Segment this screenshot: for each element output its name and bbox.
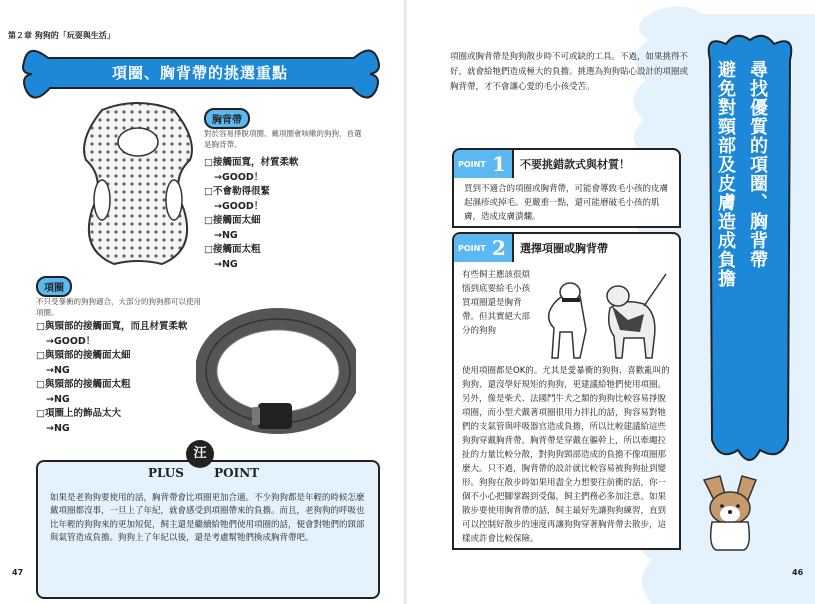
collar-desc: 不只受暴衝的狗狗適合，大部分的狗狗都可以使用項圈。 <box>36 297 201 317</box>
collar-check-result: →NG <box>46 364 70 376</box>
harness-check-item: □接觸面寬，材質柔軟 <box>204 157 299 168</box>
harness-check-item: □接觸面太細 <box>204 215 261 226</box>
point2-bar <box>452 232 681 264</box>
plus-point-label <box>148 466 259 480</box>
point1-body <box>452 178 681 228</box>
collar-header: 項圈 <box>36 276 72 297</box>
point2-word: POINT <box>458 244 486 253</box>
harness-check-result: →NG <box>214 258 238 270</box>
vertical-title-2: 避免對頸部及皮膚造成負擔 <box>715 60 736 288</box>
harness-check-result: →NG <box>214 229 238 241</box>
harness-check-result: →GOOD！ <box>214 171 264 183</box>
page-title: 項圈、胸背帶的挑選重點 <box>111 64 288 82</box>
point2-title: 選擇項圈或胸背帶 <box>520 242 608 255</box>
plus-point-text: 如果是老狗狗要使用的話，胸背帶會比項圈更加合適。不少狗狗都是年輕的時候怎麼戴項圈都沒事，一旦上了年紀，就會感受到項圈帶來的負擔。而且，老狗狗的呼吸也比年輕的狗狗來的更加短促，飼主還是繼續給牠們使用項圈的話，便會對牠們的頸部與氣管造成負擔。狗狗上了年紀以後，還是考慮幫牠們換成胸背帶吧。 <box>50 493 365 543</box>
point1-word: POINT <box>458 160 486 169</box>
collar-check-item: □與頸部的接觸面太細 <box>36 350 131 361</box>
dogs-illustration <box>540 270 670 362</box>
harness-check-item: □接觸面太粗 <box>204 244 261 255</box>
page-number-right: 46 <box>792 568 804 577</box>
point1-bar <box>452 148 681 180</box>
harness-header: 胸背帶 <box>204 108 250 129</box>
corgi-illustration <box>696 470 762 556</box>
point1-title: 不要挑錯款式與材質！ <box>520 158 630 171</box>
point2-tag <box>454 234 514 262</box>
page-number-left: 47 <box>12 568 24 577</box>
point2-text-bottom: 使用項圈都是OK的。尤其是愛暴衝的狗狗、喜歡亂叫的狗狗、還沒學好規矩的狗狗，更建議給牠們使用項圈。另外，像是柴犬、法國鬥牛犬之類的狗狗比較容易掙脫項圈，而小型犬戴著項圈很用力拌扎的話，狗容易對牠們的支氣管與呼吸器官造成負擔，所以比較建議給這些狗狗穿戴胸背帶。胸背帶是穿戴在軀幹上，所以牽繩拉扯的力量比較分散，對狗狗頸部造成的負擔不像項圈那麼大。只不過，胸背帶的設計就比較容易被狗狗扯到變形。狗狗在散步時如果用盡全力想要往前衝的話，你一個不小心把腳掌踢到受傷，飼主們務必多加注意。如果散步要使用胸背帶的話，飼主最好先讓狗狗練習，直到可以控制好散步的速度再讓狗狗穿著胸背帶去散步，這樣或許會比較保險。 <box>462 366 670 544</box>
harness-illustration <box>72 100 204 270</box>
point2-text-top: 有些飼主應該很煩惱到底要給毛小孩買項圈還是胸背帶。但其實絕大部分的狗狗 <box>462 270 531 336</box>
plus-label-right: POINT <box>214 466 260 480</box>
collar-check-result: →GOOD！ <box>46 335 96 347</box>
point2-body <box>452 262 681 550</box>
collar-check-item: □與頸部的接觸面寬，而且材質柔軟 <box>36 321 188 332</box>
point1-text: 買到不適合的項圈或胸背帶，可能會導致毛小孩的皮膚起濕疹或掉毛。更嚴重一點，還可能磨破毛小孩的肌膚，造成皮膚潰爛。 <box>464 184 669 222</box>
vertical-title-1: 尋找優質的項圈、胸背帶 <box>747 60 768 269</box>
point1-number: 1 <box>492 152 506 176</box>
point2-number: 2 <box>492 236 506 260</box>
chapter-label: 第２章 狗狗的「玩耍與生活」 <box>8 31 115 40</box>
collar-check-result: →NG <box>46 422 70 434</box>
point1-tag <box>454 150 514 178</box>
collar-check-result: →NG <box>46 393 70 405</box>
plus-label-left: PLUS <box>148 466 184 480</box>
collar-check-item: □與頸部的接觸面太粗 <box>36 379 131 390</box>
harness-checklist <box>204 156 298 272</box>
intro-text: 項圈或胸背帶是狗狗散步時不可或缺的工具。不過，如果挑得不好，就會給牠們造成極大的負擔。挑選為狗狗貼心設計的項圈或胸背帶，才不會讓心愛的毛小孩受苦。 <box>450 52 689 92</box>
plus-point-badge: 汪 <box>186 440 214 468</box>
collar-check-item: □項圈上的飾品太大 <box>36 408 121 419</box>
harness-desc: 對於容易掙脫項圈、戴項圈會咳嗽的狗狗，首選是胸背帶。 <box>204 129 362 149</box>
harness-check-item: □不會勒得很緊 <box>204 186 270 197</box>
harness-check-result: →GOOD！ <box>214 200 264 212</box>
collar-checklist <box>36 320 187 436</box>
